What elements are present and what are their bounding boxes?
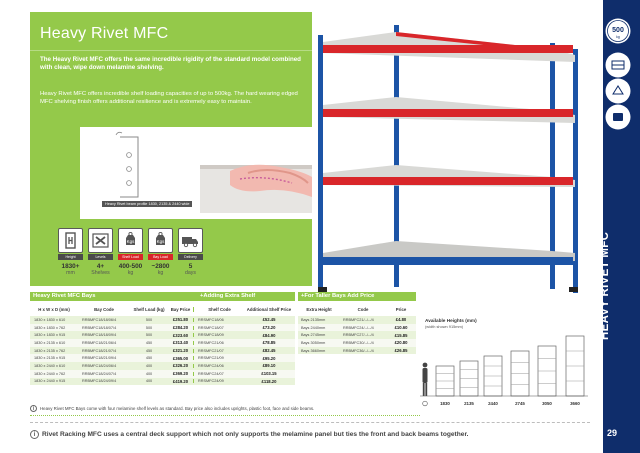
bay-code: RRBMFC18/21/07/4 — [82, 348, 117, 353]
title-divider — [30, 50, 312, 51]
height-label: 2745 — [515, 401, 525, 406]
spec-label: Height — [58, 254, 83, 260]
bay-row — [30, 362, 295, 370]
bay-shelf-load: 450 — [145, 356, 153, 361]
bay-code: RRBMFC18/24/06/4 — [82, 363, 117, 368]
spec-value: 5 — [188, 263, 193, 270]
levels-icon — [88, 228, 113, 253]
body-paragraph: Heavy Rivet MFC offers incredible shelf loading capacities of up to 500kg. The hard wearing edged MFC shelving finish offers additional resilience and is extremely easy to maintain. — [40, 91, 298, 106]
bay-dims: 1830 x 1830 x 610 — [34, 317, 66, 322]
extra-shelf-code: RRSMFC18/06 — [193, 318, 245, 322]
spec-shelf-load — [118, 228, 143, 276]
spec-label: Levels — [88, 254, 113, 260]
bay-row — [30, 347, 295, 355]
extra-shelf-price: £118.20 — [261, 378, 277, 384]
bay-dims: 1830 x 2440 x 610 — [34, 363, 66, 368]
bay-code: RRBMFC18/24/09/4 — [82, 379, 117, 384]
col-code: Code — [357, 307, 369, 312]
taller-bays-table — [298, 303, 416, 354]
spec-height — [58, 228, 83, 276]
person-icon-leg-left — [423, 383, 425, 396]
bay-price: £419.20 — [172, 378, 189, 384]
spec-unit: kg — [127, 270, 134, 276]
bay-code: RRBMFC18/24/07/4 — [82, 371, 117, 376]
lead-paragraph: The Heavy Rivet MFC offers the same incredible rigidity of the standard model combined with clean, wipe down melamine shelving. — [40, 56, 301, 72]
bay-shelf-load: 400 — [145, 379, 153, 384]
shelf-load-icon — [118, 228, 143, 253]
bay-row — [30, 378, 295, 386]
spec-value: ~2800 — [151, 263, 170, 270]
load-rating-badge — [605, 18, 631, 44]
taller-bays-tab: +For Taller Bays Add Price — [298, 292, 416, 301]
taller-bay-row — [298, 347, 416, 355]
spec-value: 400-500 — [118, 263, 143, 270]
bay-dims: 1830 x 2440 x 915 — [34, 379, 66, 384]
bay-dims: 1830 x 2135 x 915 — [34, 356, 66, 361]
bay-code: RRBMFC18/21/09/4 — [82, 356, 117, 361]
badge-value: 500 — [612, 27, 624, 34]
extra-shelf-code: RRSMFC21/07 — [193, 349, 245, 353]
spec-levels — [88, 228, 113, 276]
bay-price: £313.40 — [172, 340, 189, 346]
col-bay-price: Bay Price — [170, 307, 191, 312]
taller-bay-row — [298, 324, 416, 332]
footer-text: Rivet Racking MFC uses a central deck support which not only supports the melamine panel but ties the front and back beams together. — [42, 431, 469, 438]
col-extra-height: Extra Height — [306, 307, 332, 312]
bay-row — [30, 331, 295, 339]
footer-divider — [30, 422, 590, 423]
extra-shelf-code: RRSMFC21/06 — [193, 341, 245, 345]
extra-shelf-price: £82.45 — [262, 348, 276, 354]
bay-note-text: Heavy Rivet MFC Bays come with four melamine shelf levels as standard. Bay price also includes uprights, plastic foot, face and side beams. — [40, 406, 315, 411]
taller-bay-price: £10.60 — [394, 325, 408, 331]
bay-price: £326.20 — [172, 363, 189, 369]
extra-shelf-price: £52.45 — [262, 317, 276, 323]
bay-dims: 1830 x 2135 x 762 — [34, 348, 66, 353]
extra-shelf-code: RRSMFC24/07 — [193, 372, 245, 376]
note-divider — [30, 415, 420, 416]
bay-row — [30, 354, 295, 362]
bay-dims: 1830 x 2135 x 610 — [34, 340, 66, 345]
taller-bay-price: £15.85 — [394, 332, 408, 338]
side-badge-3 — [605, 78, 631, 104]
height-marker-icon — [423, 401, 428, 406]
taller-bay-code: RRBMFC27/--/--/4 — [343, 333, 374, 338]
footer-note — [30, 430, 468, 439]
height-label: 3660 — [570, 401, 580, 406]
taller-bay-price: £20.80 — [394, 340, 408, 346]
extra-shelf-code: RRSMFC24/06 — [193, 364, 245, 368]
bay-price: £323.60 — [172, 332, 189, 338]
bay-price: £365.00 — [172, 355, 189, 361]
taller-bays-body — [298, 316, 416, 354]
bay-shelf-load: 500 — [145, 317, 153, 322]
shelf-bottom — [323, 241, 575, 265]
bay-dims: 1830 x 2440 x 762 — [34, 371, 66, 376]
svg-text:Kgs: Kgs — [156, 239, 165, 244]
spec-label: Bay Load — [148, 254, 173, 260]
spec-unit: Shelves — [91, 270, 110, 276]
height-icon — [58, 228, 83, 253]
extra-shelf-code: RRSMFC24/09 — [193, 379, 245, 383]
bay-code: RRBMFC18/18/07/4 — [82, 325, 117, 330]
bays-table — [30, 303, 295, 385]
extra-shelf-price: £95.20 — [262, 355, 276, 361]
extra-height: Bays 2745mm — [301, 333, 326, 338]
taller-bay-code: RRBMFC30/--/--/4 — [343, 340, 374, 345]
spec-unit: mm — [66, 270, 75, 276]
spec-icons — [58, 228, 203, 276]
delivery-icon — [178, 228, 203, 253]
person-icon-body — [423, 368, 428, 383]
bay-row — [30, 316, 295, 324]
bay-shelf-load: 500 — [145, 325, 153, 330]
extra-shelf-code: RRSMFC21/09 — [193, 356, 245, 360]
page-number: 29 — [607, 428, 618, 438]
taller-bays-header — [298, 303, 416, 316]
available-heights-diagram — [420, 330, 590, 408]
foot-right — [569, 287, 578, 292]
spec-value: 4+ — [96, 263, 105, 270]
col-bay-code: Bay Code — [94, 307, 114, 312]
col-additional-price: Additional Shelf Price — [246, 307, 292, 312]
col-shelf-load: Shelf Load (kg) — [133, 307, 165, 312]
bay-price: £369.20 — [172, 371, 189, 377]
taller-bay-price: £26.85 — [394, 348, 408, 354]
spec-unit: kg — [157, 270, 164, 276]
height-label: 2440 — [488, 401, 498, 406]
extra-shelf-price: £73.20 — [262, 325, 276, 331]
taller-bay-row — [298, 316, 416, 324]
spec-label: Shelf Load — [118, 254, 143, 260]
spec-delivery — [178, 228, 203, 276]
shelf-third — [323, 165, 575, 187]
bays-table-body — [30, 316, 295, 385]
bay-shelf-load: 400 — [145, 371, 153, 376]
bay-shelf-load: 400 — [145, 363, 153, 368]
bay-note — [30, 405, 420, 412]
shelf-second — [323, 97, 575, 123]
photo-caption: Heavy Rivet beam profile 1830, 2135 & 2440 wide — [102, 201, 192, 207]
bay-row — [30, 370, 295, 378]
taller-bay-row — [298, 331, 416, 339]
extra-shelf-tab: +Adding Extra Shelf — [197, 292, 295, 301]
spec-bay-load — [148, 228, 173, 276]
col-dims: H x W x D (mm) — [38, 307, 70, 312]
extra-shelf-code: RRSMFC18/09 — [193, 333, 245, 337]
bay-shelf-load: 450 — [145, 348, 153, 353]
bay-dims: 1830 x 1830 x 915 — [34, 333, 66, 338]
bay-load-icon — [148, 228, 173, 253]
bay-price: £321.20 — [172, 348, 189, 354]
height-label: 3050 — [542, 401, 552, 406]
spec-label: Delivery — [178, 254, 203, 260]
info-icon: i — [30, 405, 37, 412]
taller-bay-code: RRBMFC24/--/--/4 — [343, 325, 374, 330]
badge-unit: kg — [616, 35, 620, 39]
bay-shelf-load: 450 — [145, 340, 153, 345]
height-label: 2135 — [464, 401, 474, 406]
taller-bay-code: RRBMFC36/--/--/4 — [343, 348, 374, 353]
front-left-upright — [318, 35, 323, 293]
extra-shelf-price: £78.85 — [262, 340, 276, 346]
bay-code: RRBMFC18/18/09/4 — [82, 333, 117, 338]
spec-unit: days — [185, 270, 196, 276]
extra-shelf-price: £103.15 — [261, 371, 277, 377]
extra-height: Bays 3660mm — [301, 348, 326, 353]
available-heights-title: Available Heights (mm) — [425, 318, 477, 323]
side-badge-4 — [605, 104, 631, 130]
spec-value: 1830+ — [61, 263, 80, 270]
person-icon-head — [423, 363, 428, 368]
bays-table-tab: Heavy Rivet MFC Bays — [30, 292, 197, 301]
person-icon-leg-right — [425, 383, 427, 396]
available-heights-subtitle: (width shown 915mm) — [425, 324, 464, 329]
height-label: 1830 — [440, 401, 450, 406]
bays-table-header — [30, 303, 295, 316]
shelf-top — [323, 32, 575, 62]
bay-row — [30, 339, 295, 347]
shelving-unit-illustration — [318, 25, 580, 295]
taller-bay-row — [298, 339, 416, 347]
extra-shelf-price: £84.90 — [262, 332, 276, 338]
extra-height: Bays 3050mm — [301, 340, 326, 345]
side-section-title: HEAVY RIVET MFC — [599, 231, 611, 340]
taller-bay-price: £4.80 — [395, 317, 407, 323]
bay-dims: 1830 x 1830 x 762 — [34, 325, 66, 330]
svg-text:Kgs: Kgs — [126, 239, 135, 244]
taller-bay-code: RRBMFC21/--/--/4 — [343, 317, 374, 322]
bay-code: RRBMFC18/21/06/4 — [82, 340, 117, 345]
page-title: Heavy Rivet MFC — [40, 25, 169, 42]
extra-shelf-price: £89.10 — [262, 363, 276, 369]
info-icon: i — [30, 430, 39, 439]
bay-code: RRBMFC18/18/06/4 — [82, 317, 117, 322]
bay-price: £251.80 — [172, 317, 189, 323]
extra-height: Bays 2440mm — [301, 325, 326, 330]
extra-shelf-code: RRSMFC18/07 — [193, 326, 245, 330]
col-price: Price — [395, 307, 407, 312]
extra-height: Bays 2135mm — [301, 317, 326, 322]
bay-shelf-load: 500 — [145, 333, 153, 338]
bay-price: £284.20 — [172, 325, 189, 331]
side-badge-2 — [605, 52, 631, 78]
col-shelf-code: Shelf Code — [193, 307, 245, 312]
bay-row — [30, 324, 295, 332]
